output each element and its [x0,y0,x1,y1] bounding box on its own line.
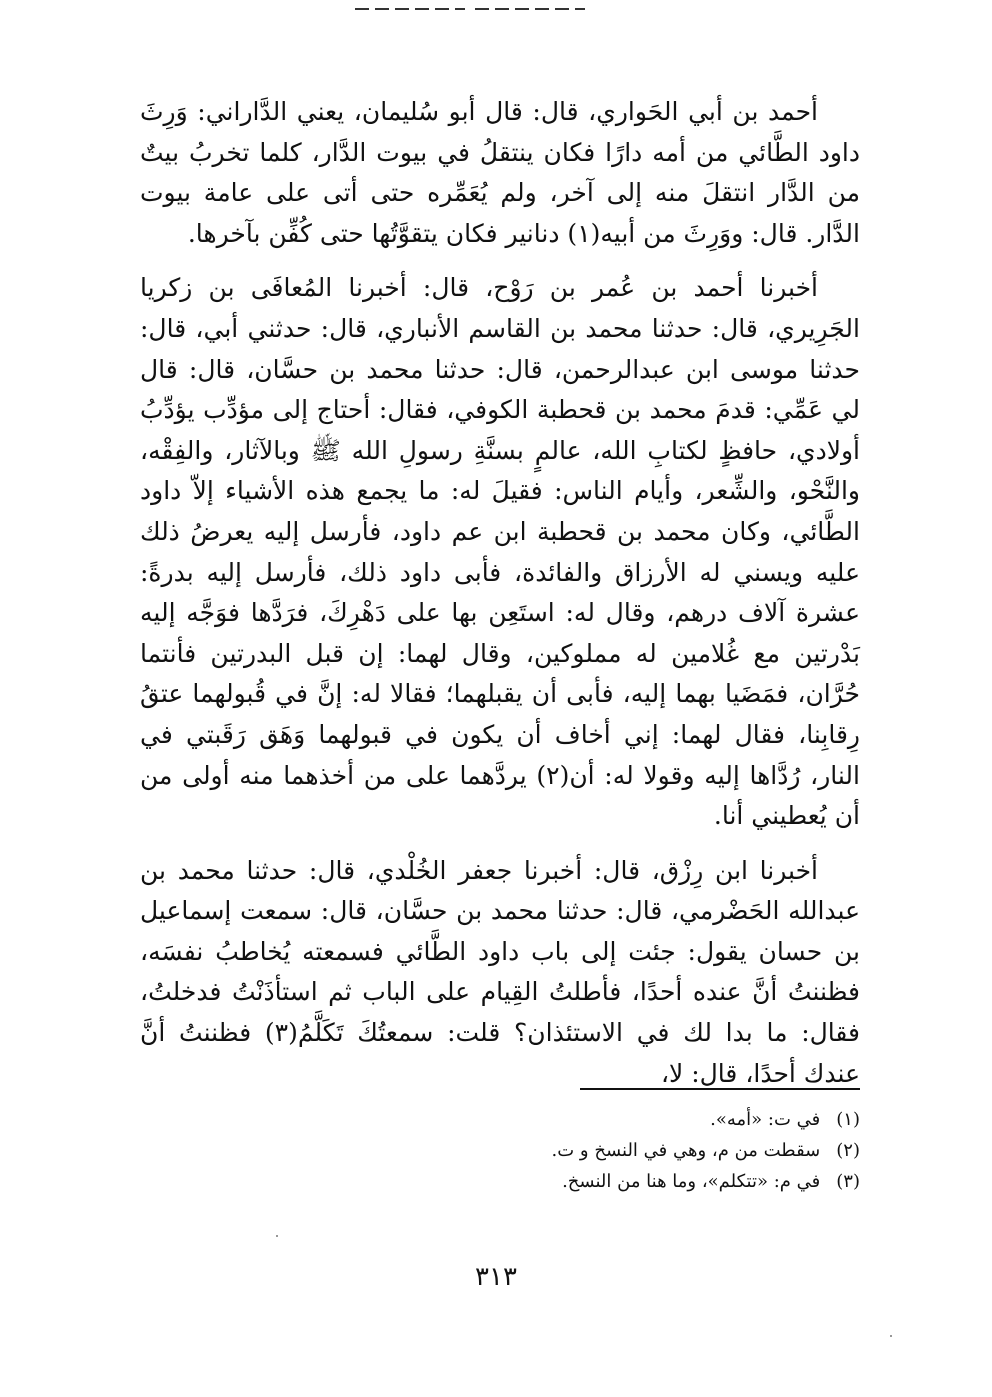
footnote-number: (١) [836,1109,860,1130]
footnote-separator [580,1088,860,1090]
footnote-text: سقطت من م، وهي في النسخ و ت. [551,1140,821,1161]
footnote [300,1166,860,1197]
scan-speck [276,1235,278,1237]
paragraph-1: أحمد بن أبي الحَواري، قال: قال أبو سُليمان، يعني الدَّاراني: وَرِثَ داود الطَّائي من أمه دارًا فكان ينتقلُ في بيوت الدَّار، كلما تخربُ بيتٌ من الدَّار انتقلَ منه إلى آخر، ولم يُعَمِّره حتى أتى على عامة بيوت الدَّار. قال: ووَرِثَ من أبيه(١) دنانير فكان يتقوَّتُها حتى كُفِّن بآخرها. [140,97,860,248]
footnote-text: في م: «تتكلم»، وما هنا من النسخ. [562,1171,821,1192]
paragraph-3: أخبرنا ابن رِزْق، قال: أخبرنا جعفر الخُلْدي، قال: حدثنا محمد بن عبدالله الحَضْرمي، قال: حدثنا محمد بن حسَّان، قال: سمعت إسماعيل بن حسان يقول: جئت إلى باب داود الطَّائي فسمعته يُخاطبُ نفسَه، فظننتُ أنَّ عنده أحدًا، فأطلتُ القِيام على الباب ثم استأذَنْتُ فدخلتُ، فقال: ما بدا لك في الاستئذان؟ قلت: سمعتُكَ تَكَلَّمُ(٣) فظننتُ أنَّ عندك أحدًا، قال: لا، [140,855,861,1088]
footnote [300,1104,860,1135]
footnotes [300,1104,860,1197]
header-decoration [355,8,465,10]
paragraph-2: أخبرنا أحمد بن عُمر بن رَوْح، قال: أخبرنا المُعافَى بن زكريا الجَرِيري، قال: حدثنا محمد بن القاسم الأنباري، قال: حدثني أبي، قال: حدثنا موسى ابن عبدالرحمن، قال: حدثنا محمد بن حسَّان، قال: قال لي عَمِّي: قدمَ محمد بن قحطبة الكوفي، فقال: أحتاج إلى مؤدِّب يؤدِّبُ أولادي، حافظٍ لكتابِ الله، عالمٍ بسنَّةِ رسولِ الله ﷺ وبالآثار، والفِقْه، والنَّحْو، والشِّعر، وأيام الناس: فقيلَ له: ما يجمع هذه الأشياء إلاّ داود الطَّائي، وكان محمد بن قحطبة ابن عم داود، فأرسل إليه يعرضُ ذلك عليه ويسني له الأرزاق والفائدة، فأبى داود ذلك، فأرسل إليه بدرةً: عشرة آلاف درهم، وقال له: استَعِن بها على دَهْرِكَ، فرَدَّها فوَجَّه إليه بَدْرتين مع غُلامين له مملوكين، وقال لهما: إن قبل البدرتين فأنتما حُرَّان، فمَضَيا بهما إليه، فأبى أن يقبلهما؛ فقالا له: إنَّ في قُبولهما عتقُ رِقابِنا، فقال لهما: إني أخاف أن يكون في قبولهما وَهَق رَقَبتي في النار، رُدَّاها إليه وقولا له: أن(٢) يردَّهما على من أخذهما منه أولى من أن يُعطيني أنا. [140,273,860,831]
page-number: ٣١٣ [475,1262,517,1292]
footnote-number: (٢) [836,1140,860,1161]
scan-speck [890,1335,892,1337]
header-decoration [475,8,585,10]
footnote-text: في ت: «أمه». [710,1109,821,1130]
main-text [140,92,860,1094]
footnote [300,1135,860,1166]
footnote-number: (٣) [836,1171,860,1192]
